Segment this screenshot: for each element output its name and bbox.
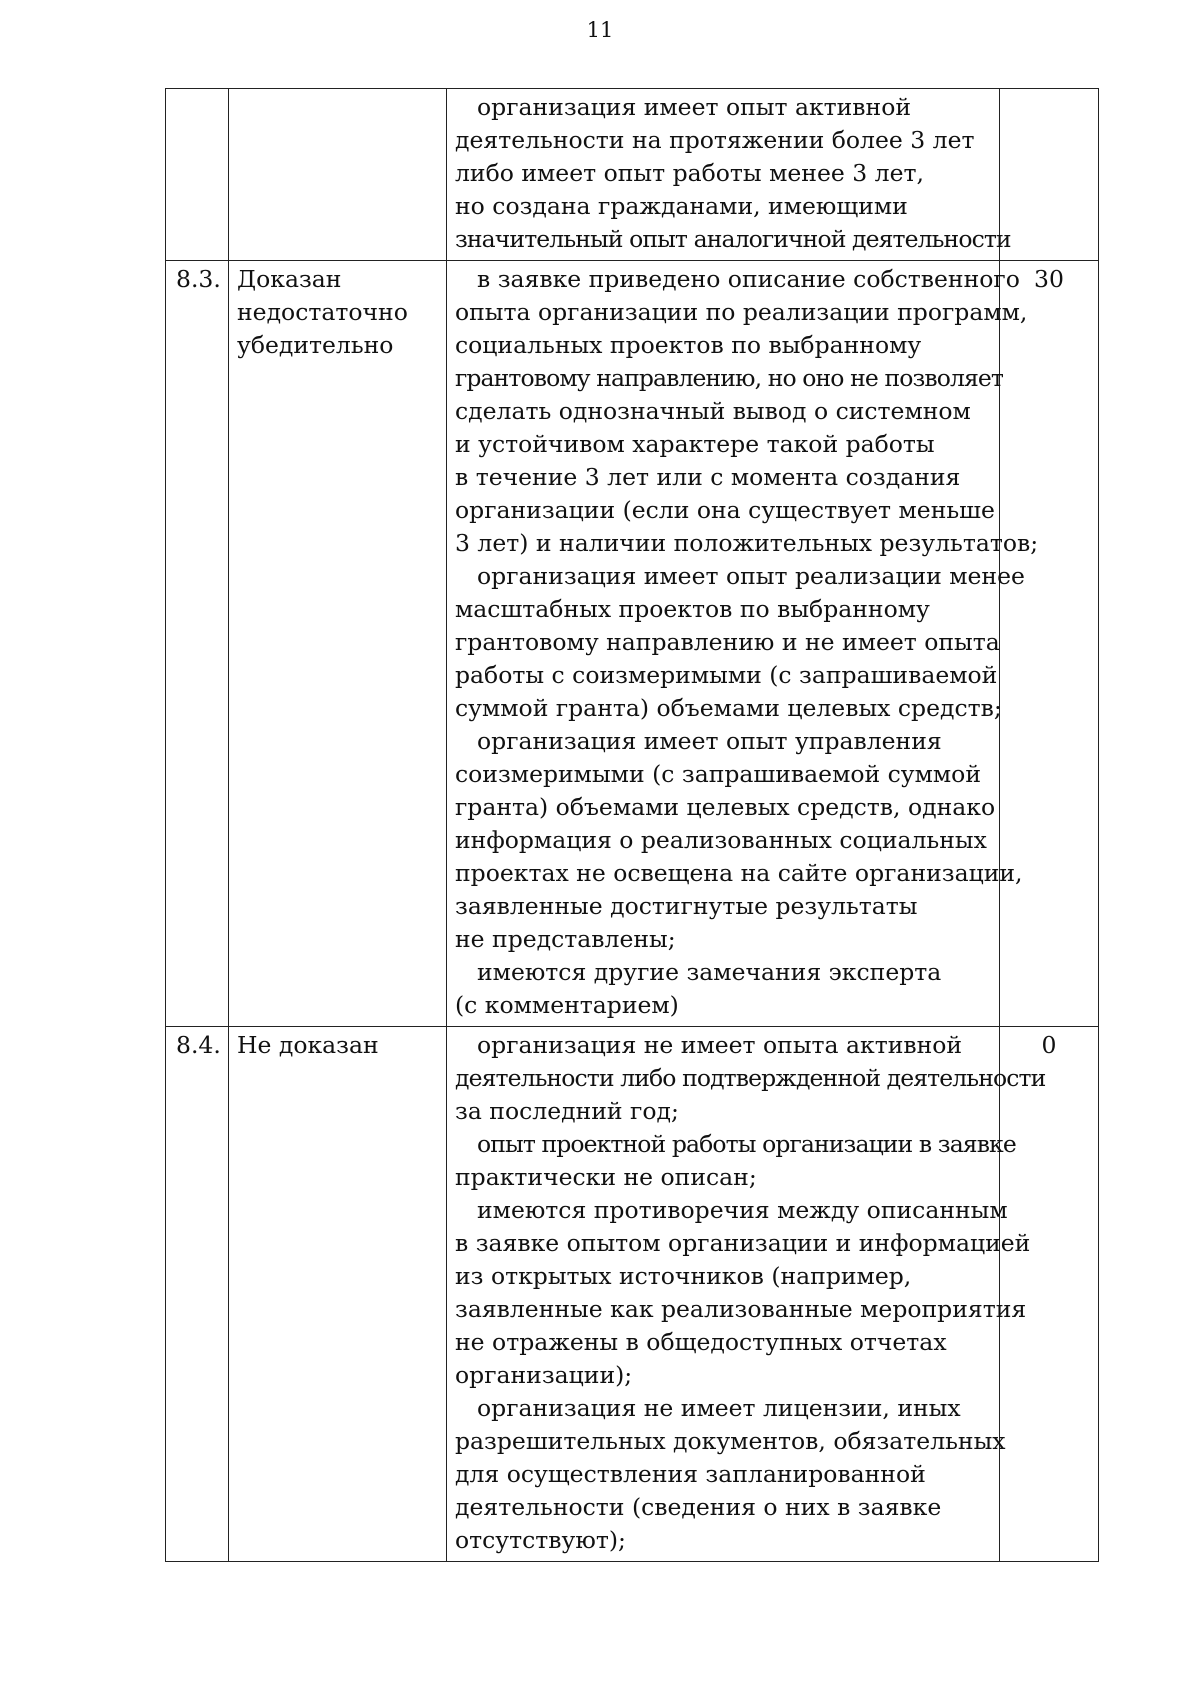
description-line: в заявке опытом организации и информацией (455, 1229, 1031, 1257)
table-row (166, 261, 1099, 1027)
description-line: значительный опыт аналогичной деятельности (455, 225, 1011, 253)
description-line: не представлены; (455, 925, 676, 953)
description-line: либо имеет опыт работы менее 3 лет, (455, 159, 924, 187)
description-line: организация имеет опыт управления (477, 727, 942, 755)
description-line: деятельности на протяжении более 3 лет (455, 126, 975, 154)
criterion-description (447, 89, 1011, 261)
table-row (166, 89, 1099, 261)
criterion-level (229, 261, 447, 1027)
description-line: (с комментарием) (455, 991, 679, 1019)
criterion-score: 30 (1000, 261, 1099, 1027)
description-line: но создана гражданами, имеющими (455, 192, 908, 220)
description-line: не отражены в общедоступных отчетах (455, 1328, 947, 1356)
description-line: грантовому направлению и не имеет опыта (455, 628, 1000, 656)
level-line: Доказан (237, 265, 342, 293)
description-line: опыта организации по реализации программ, (455, 298, 1028, 326)
page-number: 11 (586, 18, 614, 42)
description-line: в заявке приведено описание собственного (477, 265, 1020, 293)
description-line: социальных проектов по выбранному (455, 331, 922, 359)
description-line: заявленные как реализованные мероприятия (455, 1295, 1027, 1323)
criterion-number: 8.3. (166, 261, 229, 1027)
level-line: Не доказан (237, 1031, 379, 1059)
criteria-table (165, 88, 1099, 1562)
description-line: деятельности либо подтвержденной деятельности (455, 1064, 1046, 1092)
criterion-description (447, 261, 1039, 1027)
description-line: информация о реализованных социальных (455, 826, 987, 854)
criterion-score (1000, 89, 1099, 261)
description-line: заявленные достигнутые результаты (455, 892, 918, 920)
description-line: организация не имеет опыта активной (477, 1031, 963, 1059)
level-line: недостаточно (237, 298, 408, 326)
description-line: проектах не освещена на сайте организации, (455, 859, 1023, 887)
criterion-level (229, 1027, 447, 1562)
description-line: 3 лет) и наличии положительных результатов; (455, 529, 1039, 557)
description-line: масштабных проектов по выбранному (455, 595, 930, 623)
criterion-score: 0 (1000, 1027, 1099, 1562)
description-line: организации); (455, 1361, 633, 1389)
description-line: за последний год; (455, 1097, 679, 1125)
criteria-table-body (166, 89, 1099, 1562)
description-line: практически не описан; (455, 1163, 757, 1191)
description-line: имеются другие замечания эксперта (477, 958, 942, 986)
description-line: сделать однозначный вывод о системном (455, 397, 971, 425)
description-line: организация имеет опыт реализации менее (477, 562, 1025, 590)
description-line: разрешительных документов, обязательных (455, 1427, 1006, 1455)
criterion-description (447, 1027, 1046, 1562)
description-line: отсутствуют); (455, 1526, 626, 1554)
description-line: и устойчивом характере такой работы (455, 430, 935, 458)
description-line: организация имеет опыт активной (477, 93, 912, 121)
table-row (166, 1027, 1099, 1562)
description-line: грантовому направлению, но оно не позволяет (455, 364, 1004, 392)
description-line: опыт проектной работы организации в заявке (477, 1130, 1016, 1158)
description-line: для осуществления запланированной (455, 1460, 926, 1488)
description-line: деятельности (сведения о них в заявке (455, 1493, 942, 1521)
description-line: организации (если она существует меньше (455, 496, 995, 524)
criterion-level (229, 89, 447, 261)
description-line: из открытых источников (например, (455, 1262, 912, 1290)
description-line: суммой гранта) объемами целевых средств; (455, 694, 1002, 722)
description-line: организация не имеет лицензии, иных (477, 1394, 961, 1422)
description-line: имеются противоречия между описанным (477, 1196, 1008, 1224)
criterion-number: 8.4. (166, 1027, 229, 1562)
description-line: гранта) объемами целевых средств, однако (455, 793, 996, 821)
level-line: убедительно (237, 331, 394, 359)
criterion-number (166, 89, 229, 261)
description-line: работы с соизмеримыми (с запрашиваемой (455, 661, 998, 689)
description-line: в течение 3 лет или с момента создания (455, 463, 961, 491)
description-line: соизмеримыми (с запрашиваемой суммой (455, 760, 981, 788)
